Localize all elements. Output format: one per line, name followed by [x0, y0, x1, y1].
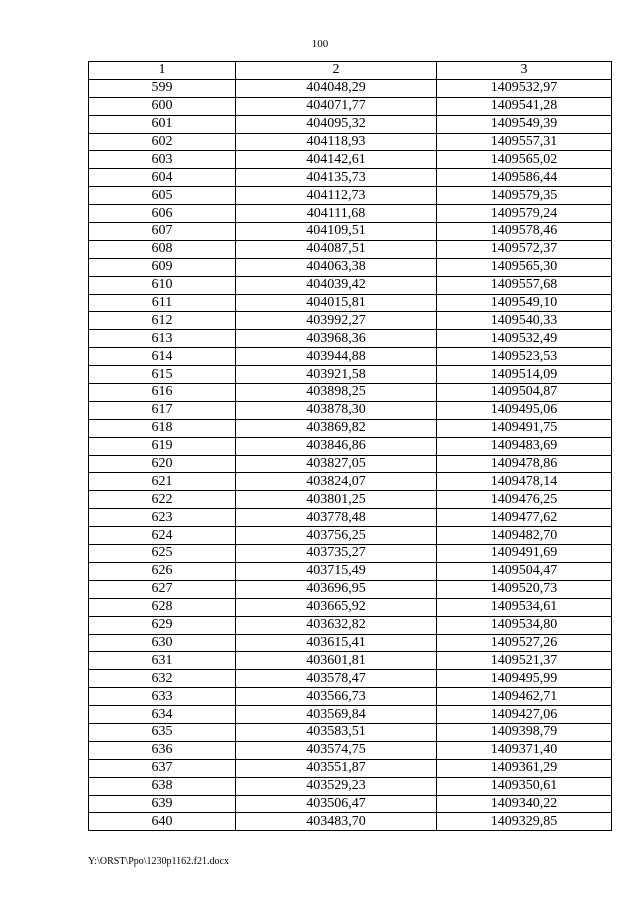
x-coordinate-cell: 403574,75 [236, 741, 437, 759]
y-coordinate-cell: 1409527,26 [437, 634, 612, 652]
y-coordinate-cell: 1409491,69 [437, 545, 612, 563]
point-number-cell: 609 [89, 258, 236, 276]
table-row [89, 545, 612, 563]
table-row [89, 258, 612, 276]
y-coordinate-cell: 1409462,71 [437, 688, 612, 706]
footer-file-path: Y:\ORST\Ppo\1230p1162.f21.docx [88, 856, 229, 867]
x-coordinate-cell: 403601,81 [236, 652, 437, 670]
table-row [89, 294, 612, 312]
table-row [89, 741, 612, 759]
y-coordinate-cell: 1409549,10 [437, 294, 612, 312]
x-coordinate-cell: 404095,32 [236, 115, 437, 133]
x-coordinate-cell: 404063,38 [236, 258, 437, 276]
x-coordinate-cell: 403898,25 [236, 384, 437, 402]
table-row [89, 97, 612, 115]
point-number-cell: 636 [89, 741, 236, 759]
y-coordinate-cell: 1409549,39 [437, 115, 612, 133]
point-number-cell: 610 [89, 276, 236, 294]
y-coordinate-cell: 1409532,97 [437, 79, 612, 97]
x-coordinate-cell: 404142,61 [236, 151, 437, 169]
table-row [89, 276, 612, 294]
x-coordinate-cell: 404118,93 [236, 133, 437, 151]
x-coordinate-cell: 403665,92 [236, 598, 437, 616]
y-coordinate-cell: 1409361,29 [437, 759, 612, 777]
y-coordinate-cell: 1409476,25 [437, 491, 612, 509]
x-coordinate-cell: 403846,86 [236, 437, 437, 455]
point-number-cell: 620 [89, 455, 236, 473]
table-row [89, 527, 612, 545]
x-coordinate-cell: 403992,27 [236, 312, 437, 330]
table-row [89, 330, 612, 348]
x-coordinate-cell: 403569,84 [236, 706, 437, 724]
x-coordinate-cell: 404109,51 [236, 223, 437, 241]
y-coordinate-cell: 1409398,79 [437, 723, 612, 741]
point-number-cell: 628 [89, 598, 236, 616]
table-header-row [89, 62, 612, 80]
x-coordinate-cell: 404039,42 [236, 276, 437, 294]
y-coordinate-cell: 1409495,99 [437, 670, 612, 688]
table-row [89, 348, 612, 366]
x-coordinate-cell: 403878,30 [236, 401, 437, 419]
table-row [89, 652, 612, 670]
point-number-cell: 640 [89, 813, 236, 831]
y-coordinate-cell: 1409478,86 [437, 455, 612, 473]
y-coordinate-cell: 1409534,61 [437, 598, 612, 616]
table-row [89, 723, 612, 741]
point-number-cell: 627 [89, 580, 236, 598]
point-number-cell: 605 [89, 187, 236, 205]
table-row [89, 133, 612, 151]
table-row [89, 580, 612, 598]
y-coordinate-cell: 1409478,14 [437, 473, 612, 491]
point-number-cell: 619 [89, 437, 236, 455]
table-row [89, 401, 612, 419]
point-number-cell: 623 [89, 509, 236, 527]
point-number-cell: 617 [89, 401, 236, 419]
x-coordinate-cell: 403483,70 [236, 813, 437, 831]
point-number-cell: 600 [89, 97, 236, 115]
x-coordinate-cell: 403583,51 [236, 723, 437, 741]
table-row [89, 240, 612, 258]
x-coordinate-cell: 403778,48 [236, 509, 437, 527]
table-row [89, 777, 612, 795]
x-coordinate-cell: 403506,47 [236, 795, 437, 813]
x-coordinate-cell: 403551,87 [236, 759, 437, 777]
point-number-cell: 635 [89, 723, 236, 741]
table-row [89, 437, 612, 455]
table-row [89, 670, 612, 688]
point-number-cell: 618 [89, 419, 236, 437]
y-coordinate-cell: 1409483,69 [437, 437, 612, 455]
x-coordinate-cell: 403827,05 [236, 455, 437, 473]
y-coordinate-cell: 1409578,46 [437, 223, 612, 241]
y-coordinate-cell: 1409340,22 [437, 795, 612, 813]
point-number-cell: 633 [89, 688, 236, 706]
y-coordinate-cell: 1409520,73 [437, 580, 612, 598]
y-coordinate-cell: 1409371,40 [437, 741, 612, 759]
table-row [89, 151, 612, 169]
point-number-cell: 602 [89, 133, 236, 151]
point-number-cell: 612 [89, 312, 236, 330]
point-number-cell: 622 [89, 491, 236, 509]
x-coordinate-cell: 404048,29 [236, 79, 437, 97]
y-coordinate-cell: 1409427,06 [437, 706, 612, 724]
x-coordinate-cell: 403921,58 [236, 366, 437, 384]
x-coordinate-cell: 403632,82 [236, 616, 437, 634]
table-row [89, 688, 612, 706]
y-coordinate-cell: 1409504,87 [437, 384, 612, 402]
point-number-cell: 629 [89, 616, 236, 634]
x-coordinate-cell: 403715,49 [236, 562, 437, 580]
table-row [89, 795, 612, 813]
table-row [89, 187, 612, 205]
table-body [89, 79, 612, 830]
point-number-cell: 634 [89, 706, 236, 724]
x-coordinate-cell: 404071,77 [236, 97, 437, 115]
point-number-cell: 625 [89, 545, 236, 563]
table-row [89, 205, 612, 223]
y-coordinate-cell: 1409565,02 [437, 151, 612, 169]
table-row [89, 312, 612, 330]
table-row [89, 706, 612, 724]
point-number-cell: 632 [89, 670, 236, 688]
table-row [89, 223, 612, 241]
point-number-cell: 639 [89, 795, 236, 813]
table-row [89, 562, 612, 580]
y-coordinate-cell: 1409532,49 [437, 330, 612, 348]
point-number-cell: 603 [89, 151, 236, 169]
y-coordinate-cell: 1409579,35 [437, 187, 612, 205]
table-row [89, 598, 612, 616]
y-coordinate-cell: 1409523,53 [437, 348, 612, 366]
table-row [89, 455, 612, 473]
table-row [89, 634, 612, 652]
y-coordinate-cell: 1409495,06 [437, 401, 612, 419]
table-row [89, 473, 612, 491]
y-coordinate-cell: 1409557,68 [437, 276, 612, 294]
point-number-cell: 624 [89, 527, 236, 545]
point-number-cell: 637 [89, 759, 236, 777]
table-row [89, 384, 612, 402]
x-coordinate-cell: 403869,82 [236, 419, 437, 437]
table-row [89, 616, 612, 634]
point-number-cell: 638 [89, 777, 236, 795]
table-row [89, 509, 612, 527]
y-coordinate-cell: 1409491,75 [437, 419, 612, 437]
y-coordinate-cell: 1409541,28 [437, 97, 612, 115]
point-number-cell: 599 [89, 79, 236, 97]
point-number-cell: 608 [89, 240, 236, 258]
y-coordinate-cell: 1409477,62 [437, 509, 612, 527]
column-header-3: 3 [437, 62, 612, 80]
table-row [89, 419, 612, 437]
x-coordinate-cell: 403968,36 [236, 330, 437, 348]
x-coordinate-cell: 403566,73 [236, 688, 437, 706]
y-coordinate-cell: 1409579,24 [437, 205, 612, 223]
point-number-cell: 615 [89, 366, 236, 384]
point-number-cell: 607 [89, 223, 236, 241]
x-coordinate-cell: 403801,25 [236, 491, 437, 509]
y-coordinate-cell: 1409572,37 [437, 240, 612, 258]
y-coordinate-cell: 1409482,70 [437, 527, 612, 545]
point-number-cell: 621 [89, 473, 236, 491]
x-coordinate-cell: 403944,88 [236, 348, 437, 366]
x-coordinate-cell: 403735,27 [236, 545, 437, 563]
y-coordinate-cell: 1409514,09 [437, 366, 612, 384]
point-number-cell: 611 [89, 294, 236, 312]
x-coordinate-cell: 404015,81 [236, 294, 437, 312]
x-coordinate-cell: 404087,51 [236, 240, 437, 258]
x-coordinate-cell: 403578,47 [236, 670, 437, 688]
point-number-cell: 631 [89, 652, 236, 670]
point-number-cell: 613 [89, 330, 236, 348]
y-coordinate-cell: 1409586,44 [437, 169, 612, 187]
coordinates-table [88, 61, 612, 831]
table-row [89, 169, 612, 187]
y-coordinate-cell: 1409521,37 [437, 652, 612, 670]
column-header-2: 2 [236, 62, 437, 80]
point-number-cell: 606 [89, 205, 236, 223]
table-row [89, 491, 612, 509]
table-row [89, 79, 612, 97]
x-coordinate-cell: 403756,25 [236, 527, 437, 545]
y-coordinate-cell: 1409565,30 [437, 258, 612, 276]
y-coordinate-cell: 1409557,31 [437, 133, 612, 151]
table-row [89, 115, 612, 133]
x-coordinate-cell: 404111,68 [236, 205, 437, 223]
x-coordinate-cell: 404112,73 [236, 187, 437, 205]
table-row [89, 813, 612, 831]
point-number-cell: 601 [89, 115, 236, 133]
table-row [89, 366, 612, 384]
point-number-cell: 616 [89, 384, 236, 402]
y-coordinate-cell: 1409540,33 [437, 312, 612, 330]
x-coordinate-cell: 403529,23 [236, 777, 437, 795]
x-coordinate-cell: 403696,95 [236, 580, 437, 598]
column-header-1: 1 [89, 62, 236, 80]
x-coordinate-cell: 403824,07 [236, 473, 437, 491]
y-coordinate-cell: 1409534,80 [437, 616, 612, 634]
y-coordinate-cell: 1409504,47 [437, 562, 612, 580]
y-coordinate-cell: 1409329,85 [437, 813, 612, 831]
point-number-cell: 614 [89, 348, 236, 366]
page-number: 100 [311, 38, 329, 50]
table-row [89, 759, 612, 777]
y-coordinate-cell: 1409350,61 [437, 777, 612, 795]
point-number-cell: 604 [89, 169, 236, 187]
x-coordinate-cell: 403615,41 [236, 634, 437, 652]
point-number-cell: 626 [89, 562, 236, 580]
x-coordinate-cell: 404135,73 [236, 169, 437, 187]
point-number-cell: 630 [89, 634, 236, 652]
